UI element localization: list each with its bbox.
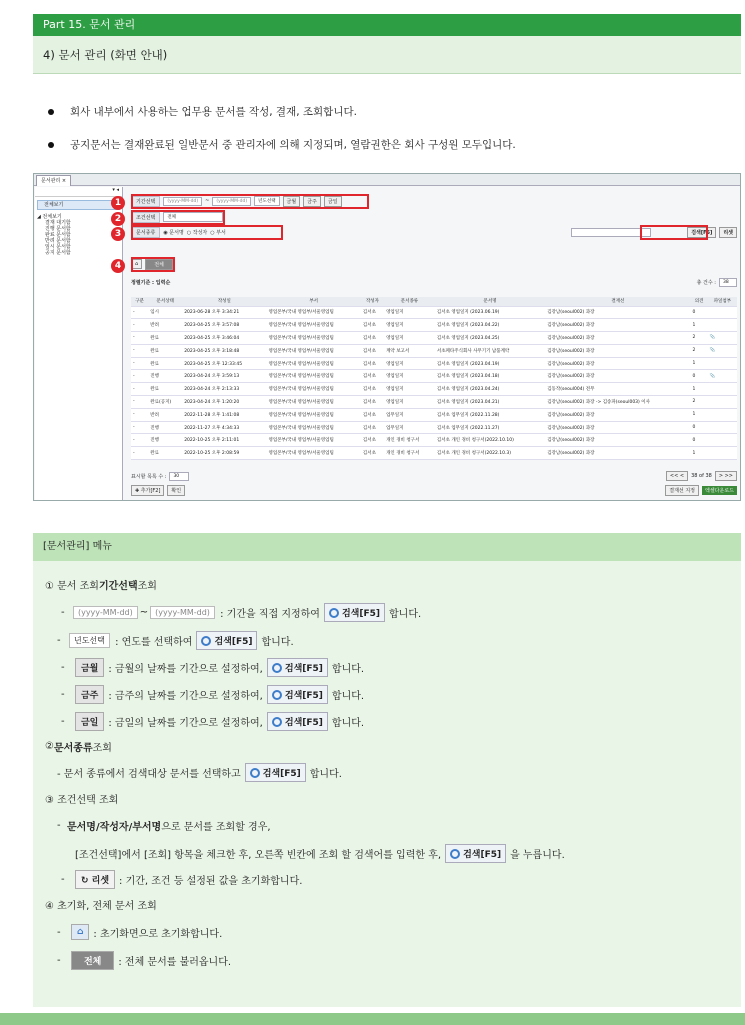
list-header — [131, 276, 737, 288]
table-cell: 김서초 — [361, 319, 384, 332]
guide-period-date: - (yyyy-MM-dd) ~ (yyyy-MM-dd) : 기간을 직접 지정하여 검색[F5] 합니다. — [61, 603, 421, 622]
table-cell: 김서초 — [361, 357, 384, 370]
table-header — [131, 297, 737, 306]
excel-button[interactable]: 엑셀다운로드 — [702, 486, 737, 495]
bullet-text: 공지문서는 결재완료된 일반문서 중 관리자에 의해 지정되며, 열람권한은 회사 구성원 모두입니다. — [70, 139, 516, 151]
table-cell — [708, 421, 737, 434]
next-page-button[interactable]: > >> — [715, 471, 737, 481]
tilde: ~ — [205, 198, 210, 204]
table-cell: 완료 — [148, 344, 182, 357]
reset-chip-label: 리셋 — [91, 876, 110, 886]
condition-select[interactable]: 전체 — [163, 212, 223, 222]
table-row[interactable] — [131, 357, 737, 370]
guide-4 — [45, 897, 157, 912]
part-header: Part 15. 문서 관리 — [33, 14, 741, 36]
table-cell: 2022-11-27 오후 4:34:33 — [182, 421, 266, 434]
table-cell: 영업본부/국내 영업부/서울영업팀 — [266, 357, 360, 370]
bullet-dot — [48, 109, 54, 115]
table-cell: 김서초 영업일지 (2023.04.22) — [435, 319, 545, 332]
table-cell: 김강남(seoul002) 과장 — [545, 421, 690, 434]
today-button[interactable]: 금일 — [324, 196, 342, 207]
table-cell: 김서초 — [361, 421, 384, 434]
table-cell — [708, 408, 737, 421]
bottom-bar — [0, 1013, 745, 1025]
guide-text: ④ 초기화, 전체 문서 조회 — [45, 901, 157, 912]
action-row — [131, 484, 737, 496]
sidebar-item-selected[interactable]: 전체보기 — [37, 200, 120, 210]
table-cell: 김강남(seoul002) 과장 — [545, 408, 690, 421]
table-cell: 반려 — [148, 319, 182, 332]
guide-text: : 금주의 날짜를 기간으로 설정하여, — [108, 691, 263, 702]
table-footer — [131, 470, 737, 482]
table-cell: 김서초 영업일지 (2023.04.19) — [435, 357, 545, 370]
table-cell: 김서초 영업일지 (2023.04.24) — [435, 383, 545, 396]
add-label: 추가[F2] — [140, 487, 161, 494]
guide-text: 을 누릅니다. — [510, 850, 565, 861]
month-chip: 금월 — [75, 658, 104, 677]
table-cell: 김강남(seoul002) 과장 — [545, 370, 690, 383]
table-cell: 0 — [691, 306, 708, 319]
table-cell: - — [131, 421, 148, 434]
search-chip-label: 검색[F5] — [284, 691, 323, 701]
home-chip-icon: ⌂ — [71, 924, 89, 940]
table-cell: 김강남(seoul002) 과장 — [545, 319, 690, 332]
guide-year: - 년도선택 : 연도를 선택하여 검색[F5] 합니다. — [57, 631, 294, 650]
guide-text: : 기간을 직접 지정하여 — [220, 609, 320, 620]
search-chip-label: 검색[F5] — [262, 769, 301, 779]
table-cell — [708, 357, 737, 370]
table-cell: 📎 — [708, 332, 737, 345]
column-header[interactable]: 구분 — [131, 297, 148, 306]
menu-title: [문서관리] 메뉴 — [33, 533, 741, 561]
home-icon[interactable]: ⌂ — [131, 259, 142, 269]
section-header: 4) 문서 관리 (화면 안내) — [33, 36, 741, 74]
guide-text: 합니다. — [331, 664, 365, 675]
table-cell: - — [131, 370, 148, 383]
table-cell — [708, 383, 737, 396]
document-table — [131, 297, 737, 460]
table-cell: 영업본부/국내 영업부/서울영업팀 — [266, 383, 360, 396]
table-cell: 영업본부/국내 영업부/서울영업팀 — [266, 434, 360, 447]
table-cell: 임시 — [148, 306, 182, 319]
guide-text: 합니다. — [389, 609, 422, 620]
table-cell: 영업본부/국내 영업부/서울영업팀 — [266, 344, 360, 357]
table-cell: 영업본부/국내 영업부/서울영업팀 — [266, 332, 360, 345]
table-cell: - — [131, 383, 148, 396]
table-row[interactable] — [131, 447, 737, 460]
table-cell: 김서초 개인 경비 청구서(2022.10.10) — [435, 434, 545, 447]
sidebar-item[interactable]: 임시 문서함 — [45, 244, 71, 250]
all-button[interactable]: 전체 — [145, 259, 173, 270]
week-button[interactable]: 금주 — [303, 196, 321, 207]
sidebar-item[interactable]: 공지 문서함 — [45, 250, 71, 256]
reset-button[interactable]: 리셋 — [719, 227, 737, 238]
guide-text: ② — [45, 741, 54, 752]
table-cell: 영업본부/국내 영업부/서울영업팀 — [266, 319, 360, 332]
table-cell: 김강남(seoul002) 과장 — [545, 344, 690, 357]
table-cell: 김서초 — [361, 332, 384, 345]
table-cell: 완료 — [148, 332, 182, 345]
table-cell: 김강남(seoul002) 과장 — [545, 434, 690, 447]
guide-condition-2 — [75, 844, 565, 863]
marker-4: 4 — [111, 259, 125, 273]
table-body — [131, 306, 737, 460]
table-cell: 김서초 업무일지 (2022.11.28) — [435, 408, 545, 421]
column-header[interactable]: 문서종류 — [384, 297, 435, 306]
table-row[interactable] — [131, 408, 737, 421]
guide-text: : 기간, 조건 등 설정된 값을 초기화합니다. — [119, 876, 303, 887]
table-cell: - — [131, 434, 148, 447]
radio-label: 문서명 — [169, 229, 184, 236]
table-cell: 영업본부/국내 영업부/서울영업팀 — [266, 408, 360, 421]
table-cell: 완료 — [148, 357, 182, 370]
table-cell — [708, 306, 737, 319]
guide-bold: 문서명/작성자/부서명 — [66, 822, 162, 833]
sidebar-item[interactable]: 반려 문서함 — [45, 238, 71, 244]
table-row[interactable] — [131, 383, 737, 396]
table-cell: 📎 — [708, 370, 737, 383]
ok-button[interactable]: 확인 — [167, 485, 185, 496]
search-chip-label: 검색[F5] — [284, 718, 323, 728]
bullet-1 — [48, 104, 357, 119]
guide-text: : 초기화면으로 초기화합니다. — [93, 928, 223, 940]
count-label: 총 건수 : — [696, 279, 716, 286]
table-row[interactable] — [131, 396, 737, 409]
table-row[interactable] — [131, 332, 737, 345]
guide-today: - 금일 : 금일의 날짜를 기간으로 설정하여, 검색[F5] 합니다. — [61, 712, 364, 731]
table-cell — [708, 396, 737, 409]
search-button[interactable]: 검색[F5] — [687, 227, 716, 238]
table-cell: - — [131, 357, 148, 370]
table-cell: 1 — [691, 383, 708, 396]
table-cell: 반려 — [148, 408, 182, 421]
highlight-box-search — [640, 225, 708, 240]
sidebar-toolbar: ▾ ◂ — [35, 187, 122, 197]
guide-text: 합니다. — [309, 769, 342, 780]
table-row[interactable] — [131, 344, 737, 357]
table-cell: 업무일지 — [384, 408, 435, 421]
table-cell: 2023-04-25 오후 3:18:48 — [182, 344, 266, 357]
guide-text: : 연도를 선택하여 — [115, 637, 193, 648]
table-cell: 김서초 업무일지 (2022.11.27) — [435, 421, 545, 434]
search-icon — [272, 663, 282, 673]
table-cell: 김서초 영업일지 (2023.04.25) — [435, 332, 545, 345]
table-cell: 업무일지 — [384, 421, 435, 434]
table-cell: 1 — [691, 319, 708, 332]
table-cell: - — [131, 447, 148, 460]
guide-text: 합니다. — [331, 691, 365, 702]
search-chip — [324, 603, 385, 622]
guide-text: 합니다. — [331, 718, 365, 729]
table-cell: 영업본부/국내 영업부/서울영업팀 — [266, 396, 360, 409]
table-cell: 0 — [691, 434, 708, 447]
table-cell: 2022-10-25 오후 2:08:59 — [182, 447, 266, 460]
search-icon — [201, 636, 211, 646]
table-cell: 김동작(seoul004) 전무 — [545, 383, 690, 396]
search-icon — [329, 608, 339, 618]
sidebar-item[interactable]: 완료 문서함 — [45, 232, 71, 238]
table-cell: 2023-04-25 오후 12:33:45 — [182, 357, 266, 370]
table-cell: 2023-04-25 오후 3:57:08 — [182, 319, 266, 332]
table-cell: 2023-04-24 오후 3:59:13 — [182, 370, 266, 383]
table-cell: 진행 — [148, 370, 182, 383]
table-cell: 영업일지 — [384, 319, 435, 332]
search-icon — [272, 690, 282, 700]
table-cell: 1 — [691, 447, 708, 460]
sidebar — [35, 187, 123, 500]
table-cell: 김서초 영업일지 (2023.06.19) — [435, 306, 545, 319]
table-cell — [708, 447, 737, 460]
table-cell: 영업본부/국내 영업부/서울영업팀 — [266, 421, 360, 434]
table-cell: 김강남(seoul002) 과장 -> 김송파(seoul003) 이사 — [545, 396, 690, 409]
search-chip — [267, 658, 328, 677]
table-cell: 김서초 — [361, 383, 384, 396]
bullet-2 — [48, 137, 516, 152]
reset-chip: ↻ 리셋 — [75, 870, 115, 889]
guide-text: 조회 — [92, 743, 112, 754]
prev-page-button[interactable]: << < — [666, 471, 688, 481]
guide-home: - ⌂ : 초기화면으로 초기화합니다. — [57, 924, 222, 940]
column-header[interactable]: 의견 — [691, 297, 708, 306]
today-chip: 금일 — [75, 712, 104, 731]
table-cell: 영업본부/국내 영업부/서울영업팀 — [266, 447, 360, 460]
table-cell: - — [131, 344, 148, 357]
guide-text: : 금일의 날짜를 기간으로 설정하여, — [108, 718, 263, 729]
column-header[interactable]: 결재선 — [545, 297, 690, 306]
sidebar-root[interactable]: ◢ 전체보기 — [37, 214, 62, 220]
table-cell — [708, 434, 737, 447]
column-header[interactable]: 작성일 — [182, 297, 266, 306]
tab-document[interactable]: 문서관리 × — [36, 175, 71, 186]
bullet-text: 회사 내부에서 사용하는 업무용 문서를 작성, 결재, 조회합니다. — [70, 106, 357, 118]
table-cell: 완료 — [148, 447, 182, 460]
condition-label: 조건선택 — [131, 212, 160, 223]
table-cell: 계약 보고서 — [384, 344, 435, 357]
guide-reset: - ↻ 리셋 : 기간, 조건 등 설정된 값을 초기화합니다. — [61, 870, 302, 889]
highlight-box-4 — [131, 257, 175, 272]
table-cell: 개인 경비 청구서 — [384, 447, 435, 460]
guide-text: 조회 — [137, 581, 157, 592]
table-cell: 2023-04-25 오후 3:46:04 — [182, 332, 266, 345]
guide-text: 합니다. — [261, 637, 294, 648]
table-cell: 2 — [691, 396, 708, 409]
table-cell: 1 — [691, 408, 708, 421]
highlight-box-3 — [131, 225, 283, 240]
table-cell: - — [131, 408, 148, 421]
radio-author[interactable]: ○ 작성자 — [186, 229, 208, 236]
guide-1 — [45, 577, 157, 592]
table-cell: 영업일지 — [384, 306, 435, 319]
table-cell: 📎 — [708, 344, 737, 357]
table-cell: 완료(공지) — [148, 396, 182, 409]
table-cell: 0 — [691, 370, 708, 383]
table-cell: 김강남(seoul002) 과장 — [545, 306, 690, 319]
table-cell: 2023-04-24 오후 1:20:20 — [182, 396, 266, 409]
guide-all: - 전체 : 전체 문서를 불러옵니다. — [57, 951, 231, 970]
table-cell: 완료 — [148, 383, 182, 396]
guide-text: ① 문서 조회 — [45, 581, 99, 592]
month-button[interactable]: 금월 — [283, 196, 301, 207]
table-cell — [708, 319, 737, 332]
table-cell: 2023-04-24 오후 2:13:33 — [182, 383, 266, 396]
table-cell: 영업본부/국내 영업부/서울영업팀 — [266, 370, 360, 383]
table-cell: 김서초 — [361, 306, 384, 319]
radio-docname[interactable]: ◉ 문서명 — [163, 229, 184, 236]
table-cell: 김서초 — [361, 447, 384, 460]
table-cell: 진행 — [148, 421, 182, 434]
guide-condition: - 문서명/작성자/부서명 으로 문서를 조회할 경우, — [57, 820, 271, 833]
guide-2 — [45, 739, 112, 754]
table-row[interactable] — [131, 370, 737, 383]
table-row[interactable] — [131, 421, 737, 434]
search-icon — [272, 717, 282, 727]
guide-bold: 문서종류 — [53, 743, 93, 754]
table-cell: 1 — [691, 357, 708, 370]
app-screenshot — [33, 173, 741, 501]
search-chip-label: 검색[F5] — [341, 609, 380, 619]
search-icon — [250, 768, 260, 778]
bullet-dot — [48, 142, 54, 148]
column-header[interactable]: 문서상태 — [148, 297, 182, 306]
guide-text: - 문서 종류에서 검색대상 문서를 선택하고 — [57, 769, 241, 780]
table-cell: 영업일지 — [384, 357, 435, 370]
marker-1: 1 — [111, 196, 125, 210]
table-row[interactable] — [131, 319, 737, 332]
guide-doctype — [57, 763, 342, 782]
guide-bold: 기간선택 — [98, 581, 138, 592]
marker-3: 3 — [111, 227, 125, 241]
date-to-input[interactable]: (yyyy-MM-dd) — [212, 197, 251, 206]
table-cell: 2 — [691, 344, 708, 357]
guide-text: ③ 조건선택 조회 — [45, 795, 119, 806]
table-cell: 서초페타주식회사 사무기기 납품계약 — [435, 344, 545, 357]
table-cell: 영업일지 — [384, 396, 435, 409]
date-from-input[interactable]: (yyyy-MM-dd) — [163, 197, 202, 206]
column-header[interactable]: 파일첨부 — [708, 297, 737, 306]
table-cell: 김서초 — [361, 396, 384, 409]
table-cell: 김서초 영업일지 (2023.04.21) — [435, 396, 545, 409]
table-cell: - — [131, 306, 148, 319]
radio-dept[interactable]: ○ 부서 — [210, 229, 226, 236]
table-cell: 진행 — [148, 434, 182, 447]
search-chip-label: 검색[F5] — [284, 664, 323, 674]
year-select[interactable]: 년도선택 — [254, 196, 279, 206]
column-header[interactable]: 작성자 — [361, 297, 384, 306]
table-cell: 2022-11-28 오후 1:41:08 — [182, 408, 266, 421]
table-cell: 김서초 영업일지 (2023.04.18) — [435, 370, 545, 383]
all-chip: 전체 — [71, 951, 114, 970]
guide-text: 으로 문서를 조회할 경우, — [161, 822, 271, 833]
table-cell: 0 — [691, 421, 708, 434]
highlight-box-1 — [131, 194, 369, 209]
guide-week: - 금주 : 금주의 날짜를 기간으로 설정하여, 검색[F5] 합니다. — [61, 685, 364, 704]
highlight-box-2 — [131, 210, 225, 225]
table-cell: 김강남(seoul002) 과장 — [545, 357, 690, 370]
week-chip: 금주 — [75, 685, 104, 704]
search-chip — [267, 685, 328, 704]
page-size-label: 표시할 목록 수 : — [131, 473, 167, 480]
table-cell: 영업일지 — [384, 332, 435, 345]
sidebar-item[interactable]: 결재 대기함 — [45, 220, 71, 226]
table-row[interactable] — [131, 306, 737, 319]
guide-3 — [45, 791, 118, 806]
table-cell: 2022-10-25 오후 2:11:01 — [182, 434, 266, 447]
doctype-label: 문서종류 — [131, 227, 160, 238]
date-chip: (yyyy-MM-dd) — [73, 606, 138, 619]
table-cell: - — [131, 332, 148, 345]
search-chip-label: 검색[F5] — [463, 850, 502, 860]
column-header[interactable]: 문서명 — [435, 297, 545, 306]
sidebar-item[interactable]: 진행 문서함 — [45, 226, 71, 232]
table-cell: - — [131, 396, 148, 409]
table-cell: 영업일지 — [384, 383, 435, 396]
table-cell: 2023-06-28 오후 3:34:21 — [182, 306, 266, 319]
pager-text: 38 of 38 — [691, 473, 712, 479]
search-chip — [245, 763, 306, 782]
radio-label: 작성자 — [192, 229, 208, 236]
search-chip — [267, 712, 328, 731]
sign-line-button[interactable]: 결재선 지정 — [665, 485, 699, 496]
table-cell: - — [131, 319, 148, 332]
count-value: 38 — [719, 278, 737, 287]
table-cell: 김강남(seoul002) 과장 — [545, 332, 690, 345]
period-label: 기간선택 — [131, 196, 160, 207]
menu-guide — [33, 533, 741, 1007]
guide-text: [조건선택]에서 [조회] 항목을 체크한 후, 오른쪽 빈칸에 조회 할 검색어를 입력한 후, — [75, 850, 442, 861]
sort-label: 정렬기준 : 입력순 — [131, 279, 171, 286]
table-cell: 김강남(seoul002) 과장 — [545, 447, 690, 460]
table-row[interactable] — [131, 434, 737, 447]
marker-2: 2 — [111, 212, 125, 226]
table-cell: 개인 경비 청구서 — [384, 434, 435, 447]
search-chip — [196, 631, 257, 650]
search-chip-label: 검색[F5] — [214, 637, 253, 647]
radio-label: 부서 — [216, 229, 226, 236]
table-cell: 김서초 — [361, 434, 384, 447]
page-size-input[interactable]: 30 — [169, 472, 189, 481]
table-cell: 2 — [691, 332, 708, 345]
table-cell: 김서초 — [361, 344, 384, 357]
guide-text: : 금월의 날짜를 기간으로 설정하여, — [108, 664, 263, 675]
table-cell: 김서초 — [361, 370, 384, 383]
column-header[interactable]: 부서 — [266, 297, 360, 306]
table-cell: 김서초 개인 경비 청구서(2022.10.3) — [435, 447, 545, 460]
guide-text: : 전체 문서를 불러옵니다. — [118, 957, 232, 968]
search-icon — [450, 849, 460, 859]
guide-month: - 금월 : 금월의 날짜를 기간으로 설정하여, 검색[F5] 합니다. — [61, 658, 364, 677]
year-chip: 년도선택 — [69, 633, 110, 648]
add-button[interactable]: ✚ 추가[F2] — [131, 485, 164, 496]
tab-bar — [34, 174, 740, 186]
date-chip: (yyyy-MM-dd) — [150, 606, 215, 619]
search-chip — [445, 844, 506, 863]
table-cell: 영업일지 — [384, 370, 435, 383]
table-cell: 영업본부/국내 영업부/서울영업팀 — [266, 306, 360, 319]
table-cell: 김서초 — [361, 408, 384, 421]
